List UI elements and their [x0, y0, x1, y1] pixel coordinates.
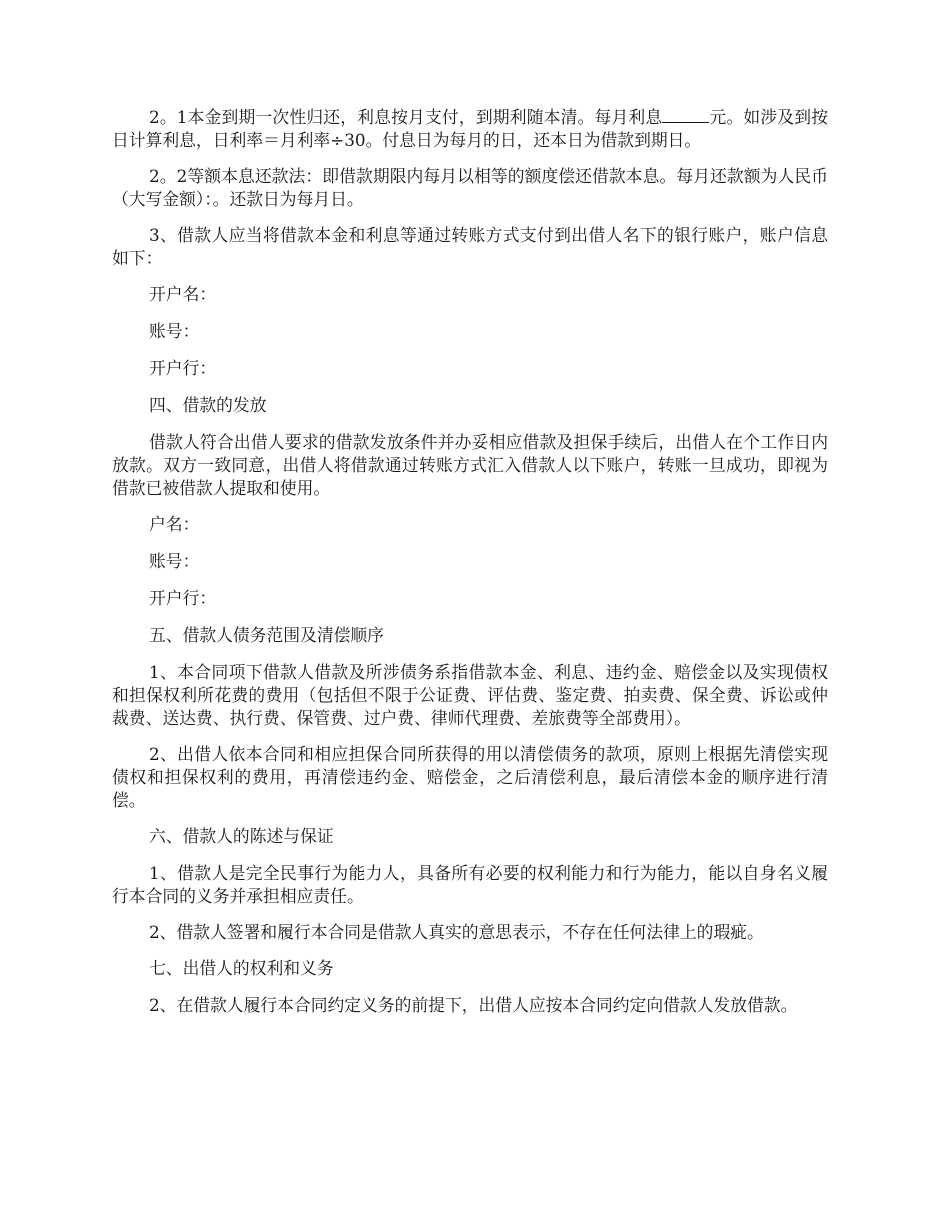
- borrower-account-number-label: 账号：: [149, 551, 200, 571]
- repayment-clause-2-1-text-a: 2。1本金到期一次性归还，利息按月支付，到期利随本清。每月利息: [149, 107, 663, 127]
- borrower-bank-label: 开户行：: [149, 588, 217, 608]
- section-heading-6: 六、借款人的陈述与保证: [149, 826, 334, 846]
- monthly-interest-blank: [662, 106, 709, 123]
- section-heading-4: 四、借款的发放: [149, 395, 267, 415]
- account-name-label: 开户名：: [149, 284, 217, 304]
- repayment-clause-3: 3、借款人应当将借款本金和利息等通过转账方式支付到出借人名下的银行账户，账户信息如下：: [112, 225, 828, 268]
- representation-clause-2: 2、借款人签署和履行本合同是借款人真实的意思表示，不存在任何法律上的瑕疵。: [149, 922, 764, 942]
- document-page: [112, 106, 828, 1030]
- representation-clause-1: 1、借款人是完全民事行为能力人，具备所有必要的权利能力和行为能力，能以自身名义履行本合同的义务并承担相应责任。: [112, 863, 828, 906]
- debt-scope-clause-2: 2、出借人依本合同和相应担保合同所获得的用以清偿债务的款项，原则上根据先清偿实现债权和担保权利的费用，再清偿违约金、赔偿金，之后清偿利息，最后清偿本金的顺序进行清偿。: [112, 744, 828, 810]
- account-number-label: 账号：: [149, 321, 200, 341]
- section-heading-5: 五、借款人债务范围及清偿顺序: [149, 625, 384, 645]
- borrower-account-name-label: 户名：: [149, 514, 200, 534]
- repayment-clause-2-2: 2。2等额本息还款法：即借款期限内每月以相等的额度偿还借款本息。每月还款额为人民币（大写金额）：。还款日为每月日。: [112, 166, 828, 209]
- disbursement-clause: 借款人符合出借人要求的借款发放条件并办妥相应借款及担保手续后，出借人在个工作日内放款。双方一致同意，出借人将借款通过转账方式汇入借款人以下账户，转账一旦成功，即视为借款已被借款人提取和使用。: [112, 432, 828, 498]
- repayment-clause-2-1: [112, 106, 828, 152]
- section-heading-7: 七、出借人的权利和义务: [149, 958, 334, 978]
- debt-scope-clause-1: 1、本合同项下借款人借款及所涉债务系指借款本金、利息、违约金、赔偿金以及实现债权和担保权利所花费的费用（包括但不限于公证费、评估费、鉴定费、拍卖费、保全费、诉讼或仲裁费、送达费、执行费、保管费、过户费、律师代理费、差旅费等全部费用）。: [112, 662, 828, 728]
- bank-label: 开户行：: [149, 358, 217, 378]
- repayment-clause-2-1-text-b: 元。如涉及到按日计算利息，日利率＝月利率÷30。付息日为每月的日，还本日为借款到期日。: [112, 107, 828, 150]
- lender-rights-clause-2: 2、在借款人履行本合同约定义务的前提下，出借人应按本合同约定向借款人发放借款。: [149, 995, 798, 1015]
